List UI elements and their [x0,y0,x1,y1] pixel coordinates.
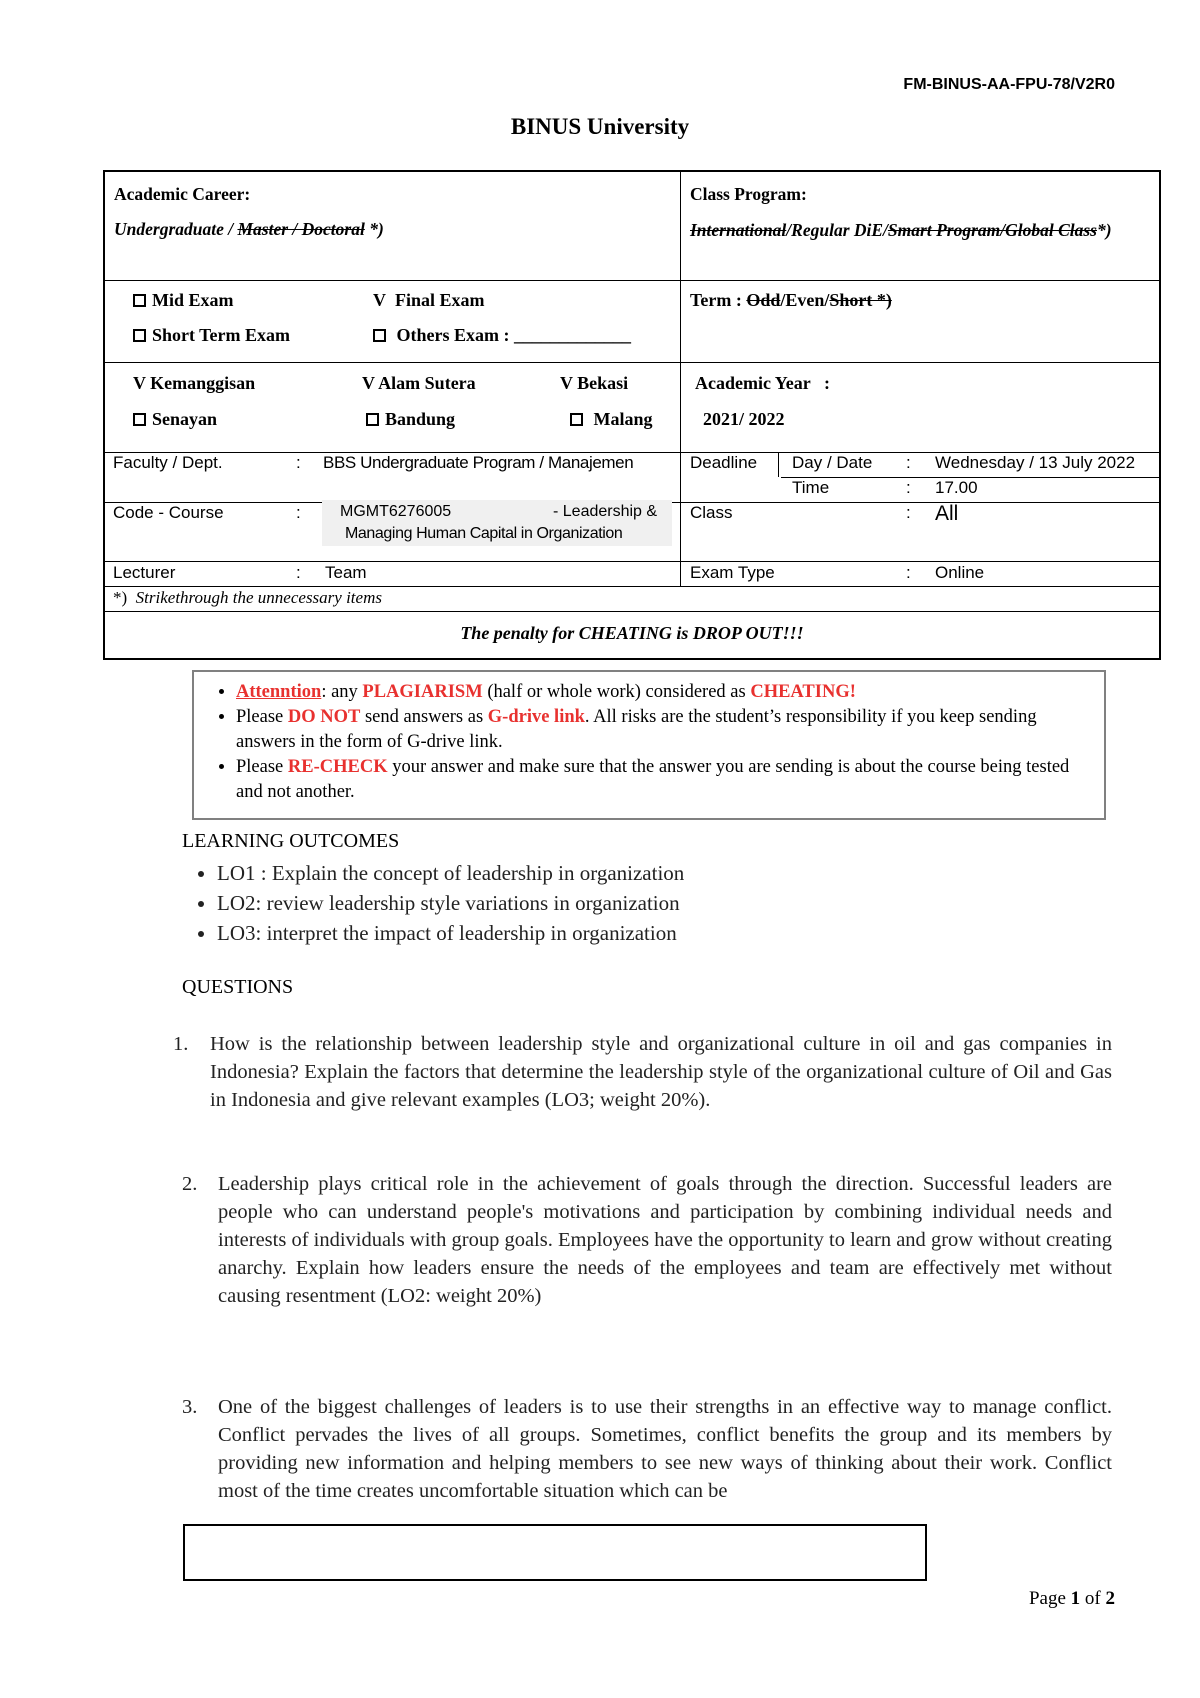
class-value: All [935,502,959,525]
class-colon: : [906,503,911,522]
question-text: One of the biggest challenges of leaders is to use their strengths in an effective way to manage conflict. Conflict pervades the lives of all groups. Sometimes, conflict benefits the group and its members by providing new information and helping members to see new ways of thinking about their work. Conflict most of the time creates uncomfortable situation which can be [218,1396,1112,1502]
class-program-value: International/Regular DiE/Smart Program/Global Class*) [690,220,1112,240]
class-label: Class [690,503,733,522]
campus-kemanggisan: V Kemanggisan [133,373,256,393]
course-part1: - Leadership & [553,503,658,520]
list-item: • LO1 : Explain the concept of leadership in organization [217,858,684,888]
deadline-label: Deadline [690,453,758,472]
question-number: 3. [182,1396,198,1418]
question-number: 1. [173,1033,189,1055]
academic-year-label: Academic Year : [695,373,830,393]
attention-item: • Attenntion: any PLAGIARISM (half or whole work) considered as CHEATING! [236,680,1084,705]
attention-box [192,670,1106,820]
exam-type-colon: : [906,563,911,582]
faculty-value: BBS Undergraduate Program / Manajemen [323,453,634,472]
campus-bekasi: V Bekasi [560,373,629,393]
career-value: Undergraduate / Master / Doctoral *) [114,219,384,239]
class-program-label: Class Program: [690,184,807,204]
campus-bandung[interactable]: Bandung [366,409,455,430]
check-mark-icon: V [373,290,386,310]
list-item: • LO3: interpret the impact of leadership in organization [217,918,684,948]
day-date-label: Day / Date [792,453,873,472]
time-value: 17.00 [935,478,978,497]
checkbox-icon [133,413,146,426]
lecturer-colon: : [296,563,301,582]
campus-senayan[interactable]: Senayan [133,409,217,430]
mid-exam-option[interactable]: Mid Exam [133,290,234,311]
question-text: How is the relationship between leadership style and organizational culture in oil and gas companies in Indonesia? Explain the factors that determine the leadership style of the organizational culture of Oil and Gas in Indonesia and give relevant examples (LO3; weight 20%). [210,1033,1112,1111]
day-date-colon: : [906,453,911,472]
day-date-value: Wednesday / 13 July 2022 [935,453,1136,472]
attention-item: • Please DO NOT send answers as G-drive link. All risks are the student’s responsibility if you keep sending answers in the form of G-drive link. [236,705,1084,755]
time-colon: : [906,478,911,497]
checkbox-icon [366,413,379,426]
page-title: BINUS University [510,114,690,139]
question-text: Leadership plays critical role in the achievement of goals through the direction. Successful leaders are people who can understand people's motivations and participation by combining individual needs and interests of individuals with group goals. Employees have the opportunity to learn and grow without creating anarchy. Explain how leaders ensure the needs of the employees and team are effectively met without causing resentment (LO2: weight 20%) [218,1173,1112,1307]
form-code: FM-BINUS-AA-FPU-78/V2R0 [903,76,1115,93]
lecturer-value: Team [325,563,367,582]
code-label: Code - Course [113,503,224,522]
lecturer-label: Lecturer [113,563,176,582]
checkbox-icon [133,329,146,342]
footer-box [183,1524,927,1581]
faculty-colon: : [296,453,301,472]
exam-type-value: Online [935,563,985,582]
others-exam-option[interactable]: Others Exam : _____________ [373,325,631,346]
academic-year-value: 2021/ 2022 [703,409,785,429]
campus-malang[interactable]: Malang [570,409,653,430]
attention-item: • Please RE-CHECK your answer and make sure that the answer you are sending is about the course being tested and not another. [236,755,1084,805]
checkbox-icon [133,294,146,307]
final-exam-option[interactable]: V Final Exam [373,290,485,310]
code-colon: : [296,503,301,522]
checkbox-icon [373,329,386,342]
strikethrough-note: *) Strikethrough the unnecessary items [113,588,382,607]
campus-alam-sutera: V Alam Sutera [362,373,476,393]
checkbox-icon [570,413,583,426]
question-number: 2. [182,1173,198,1195]
penalty-notice: The penalty for CHEATING is DROP OUT!!! [460,623,804,643]
questions-heading: QUESTIONS [182,976,294,998]
exam-type-label: Exam Type [690,563,775,582]
faculty-label: Faculty / Dept. [113,453,223,472]
short-term-exam-option[interactable]: Short Term Exam [133,325,290,346]
learning-outcomes-list [182,858,684,948]
term-value: Term : Odd/Even/Short *) [690,290,892,310]
course-part2: Managing Human Capital in Organization [345,525,623,542]
code-value: MGMT6276005 [340,503,452,520]
time-label: Time [792,478,830,497]
list-item: • LO2: review leadership style variations in organization [217,888,684,918]
page-number: Page 1 of 2 [1028,1588,1115,1609]
learning-outcomes-heading: LEARNING OUTCOMES [182,830,400,852]
career-label: Academic Career: [114,184,251,204]
